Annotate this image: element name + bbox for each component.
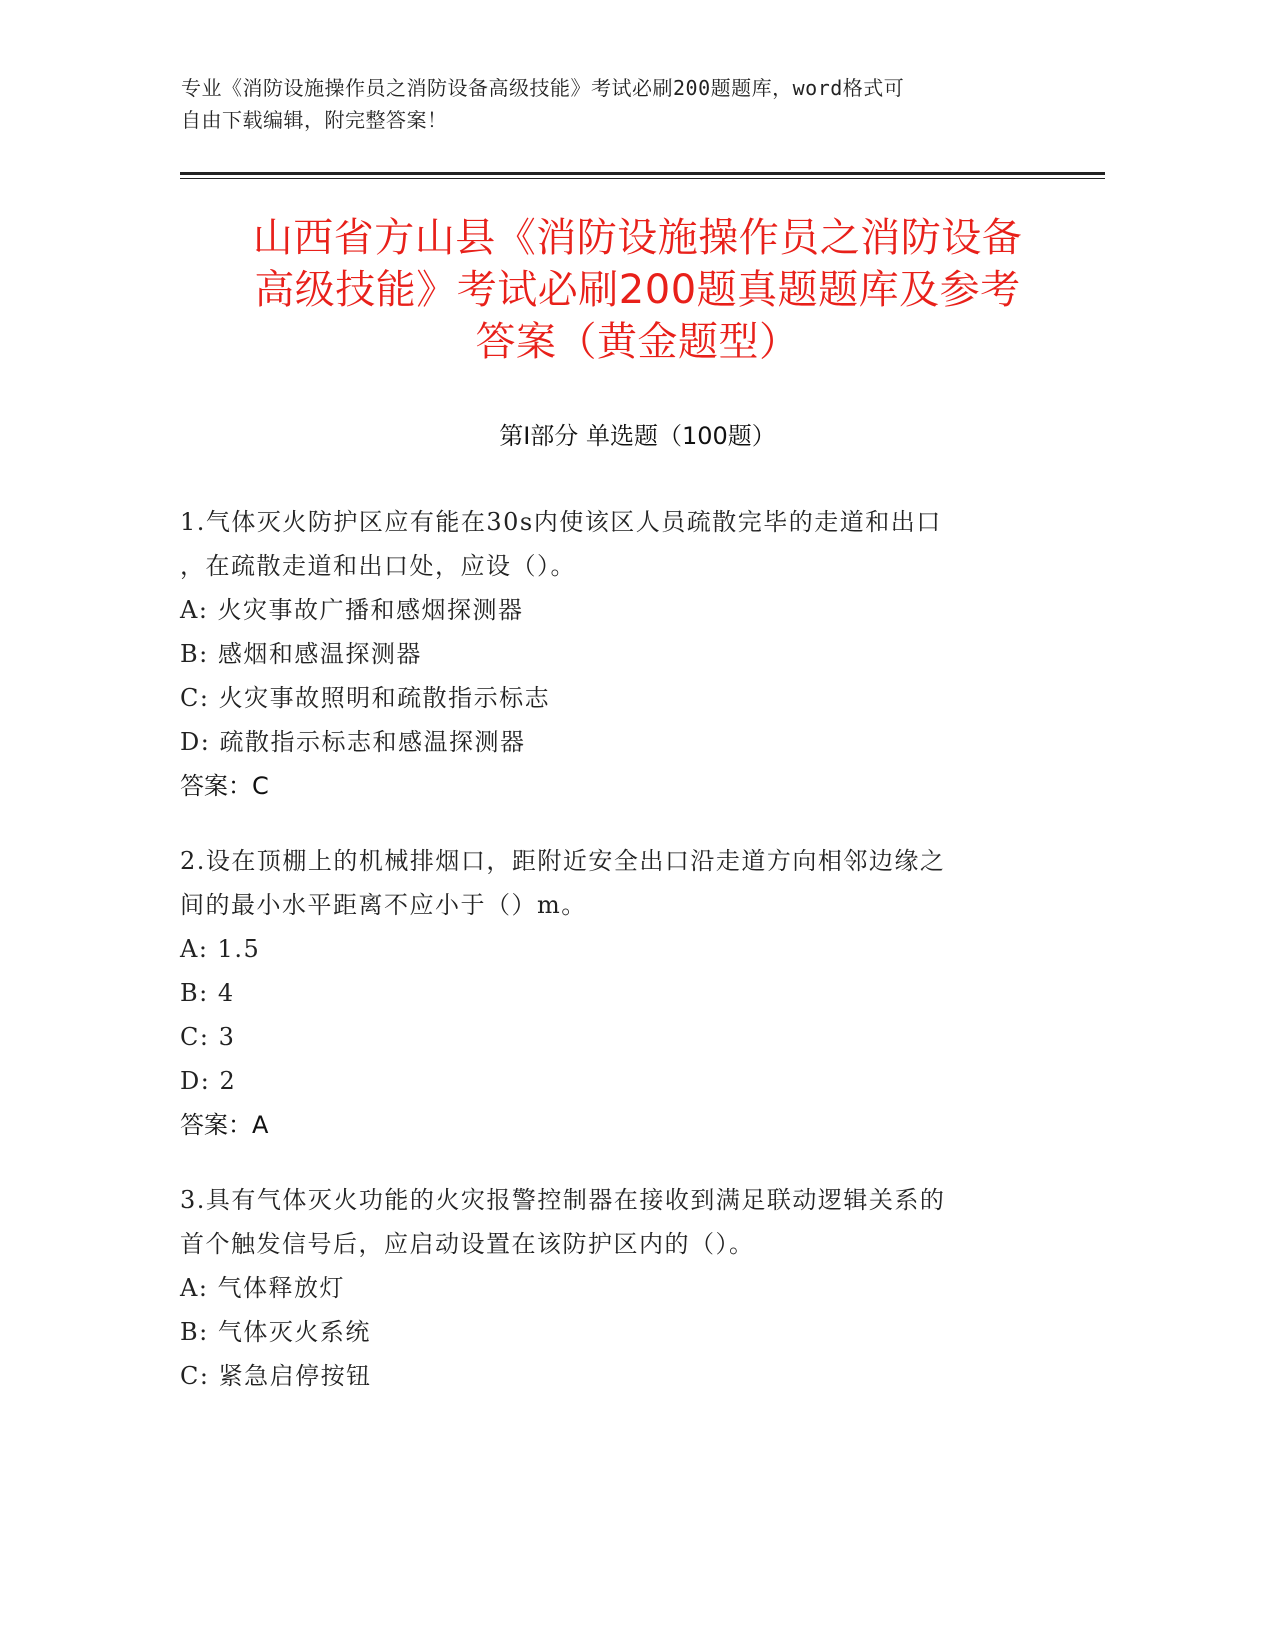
question-list — [180, 500, 1040, 1429]
document-title-line-1: 山西省方山县《消防设施操作员之消防设备 — [252, 215, 1023, 261]
question-stem-line-2: 间的最小水平距离不应小于（）m。 — [180, 891, 587, 919]
header-note — [181, 72, 1041, 136]
option-c: C: 紧急启停按钮 — [180, 1362, 372, 1390]
header-note-line-2: 自由下载编辑，附完整答案！ — [181, 108, 448, 132]
header-divider — [180, 172, 1105, 179]
document-title — [150, 212, 1125, 368]
option-d: D: 2 — [180, 1067, 237, 1095]
question-stem-line-1: 2.设在顶棚上的机械排烟口，距附近安全出口沿走道方向相邻边缘之 — [180, 847, 946, 875]
question-stem-line-2: ，在疏散走道和出口处，应设（）。 — [180, 552, 576, 580]
question-stem-line-1: 3.具有气体灭火功能的火灾报警控制器在接收到满足联动逻辑关系的 — [180, 1186, 946, 1214]
answer-label: 答案：A — [180, 1111, 269, 1139]
option-a: A: 气体释放灯 — [180, 1274, 346, 1302]
question-3 — [180, 1178, 1040, 1398]
option-b: B: 气体灭火系统 — [180, 1318, 371, 1346]
section-heading: 第Ⅰ部分 单选题（100题） — [499, 422, 776, 450]
option-d: D: 疏散指示标志和感温探测器 — [180, 728, 526, 756]
question-2 — [180, 839, 1040, 1147]
answer-label: 答案：C — [180, 772, 269, 800]
option-a: A: 1.5 — [180, 935, 261, 963]
document-title-line-2: 高级技能》考试必刷200题真题题库及参考 — [254, 267, 1021, 313]
option-c: C: 火灾事故照明和疏散指示标志 — [180, 684, 551, 712]
option-c: C: 3 — [180, 1023, 236, 1051]
question-stem-line-1: 1.气体灭火防护区应有能在30s内使该区人员疏散完毕的走道和出口 — [180, 508, 942, 536]
document-title-line-3: 答案（黄金题型） — [475, 319, 800, 365]
option-b: B: 感烟和感温探测器 — [180, 640, 422, 668]
question-stem-line-2: 首个触发信号后，应启动设置在该防护区内的（）。 — [180, 1230, 755, 1258]
question-1 — [180, 500, 1040, 808]
option-b: B: 4 — [180, 979, 235, 1007]
option-a: A: 火灾事故广播和感烟探测器 — [180, 596, 524, 624]
header-note-line-1: 专业《消防设施操作员之消防设备高级技能》考试必刷200题题库，word格式可 — [181, 76, 905, 100]
